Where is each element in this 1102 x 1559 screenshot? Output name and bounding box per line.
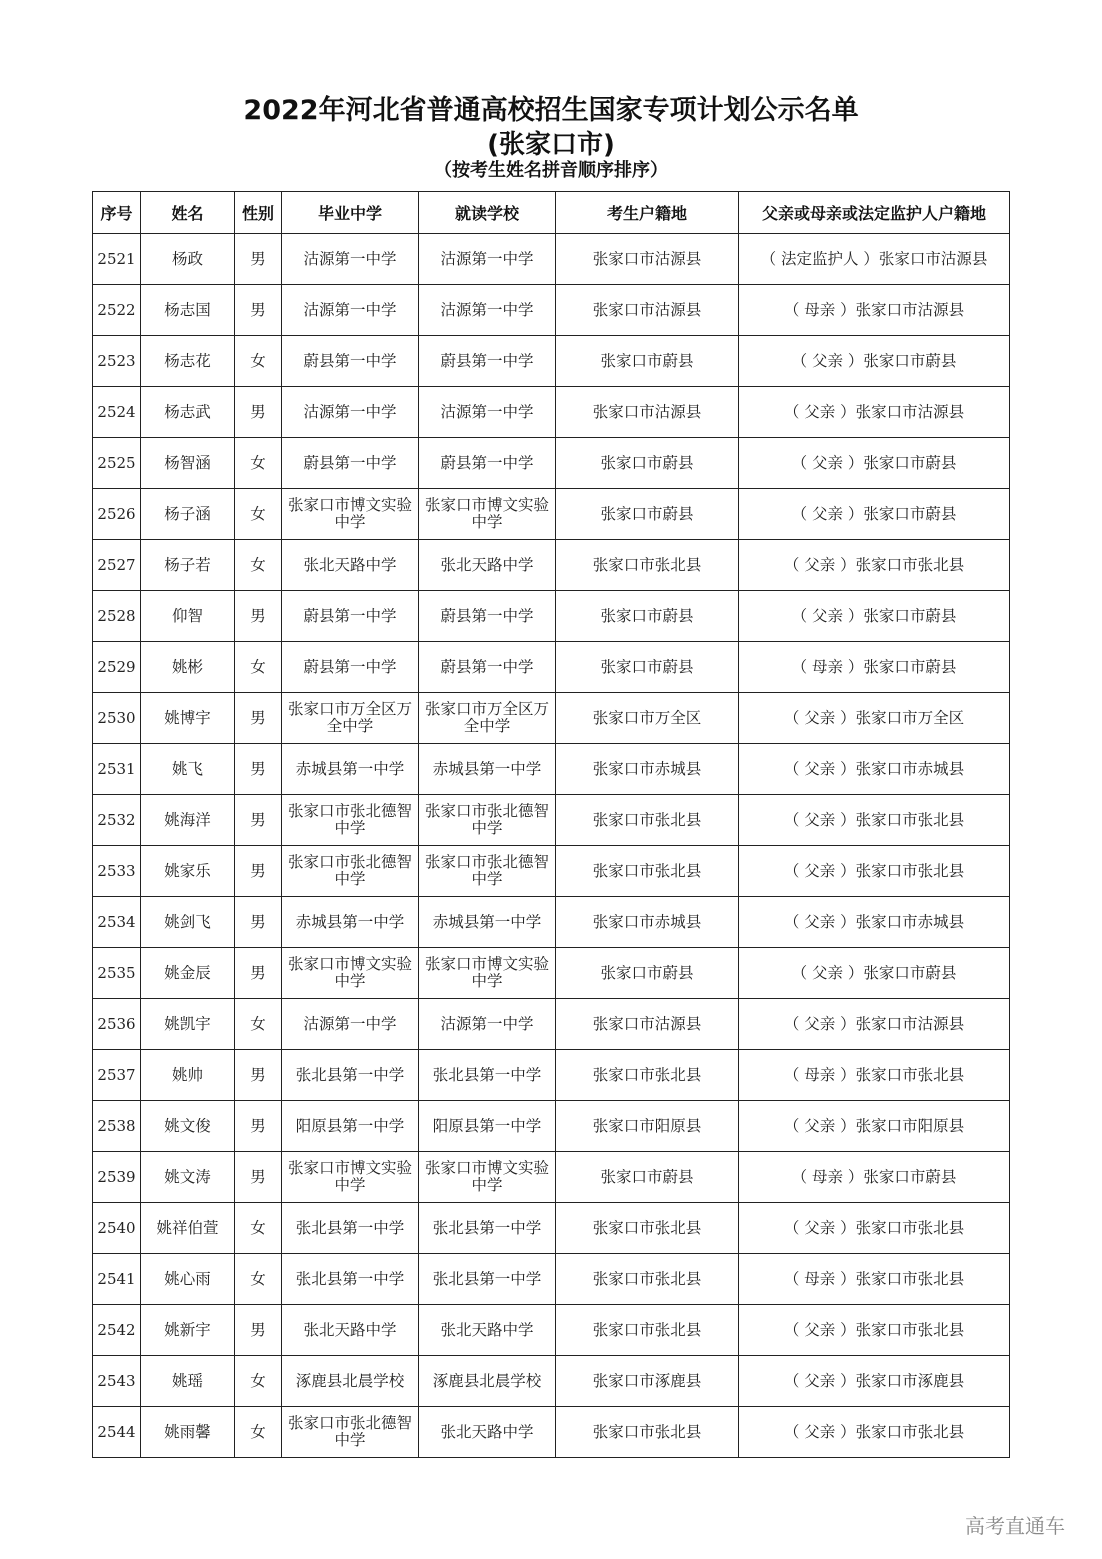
cell-household-registration: 张家口市赤城县: [556, 744, 739, 795]
cell-gender: 男: [235, 948, 282, 999]
cell-household-registration: 张家口市张北县: [556, 1203, 739, 1254]
cell-gender: 男: [235, 1050, 282, 1101]
cell-graduation-school: 张家口市博文实验中学: [282, 948, 419, 999]
cell-graduation-school: 蔚县第一中学: [282, 642, 419, 693]
cell-current-school: 阳原县第一中学: [419, 1101, 556, 1152]
table-row: [93, 999, 1010, 1050]
cell-guardian-registration: （ 父亲 ）张家口市蔚县: [739, 948, 1010, 999]
cell-guardian-registration: （ 父亲 ）张家口市蔚县: [739, 591, 1010, 642]
cell-current-school: 张北天路中学: [419, 540, 556, 591]
document-subtitle: (张家口市): [487, 130, 615, 160]
cell-current-school: 沽源第一中学: [419, 234, 556, 285]
cell-guardian-registration: （ 母亲 ）张家口市张北县: [739, 1254, 1010, 1305]
cell-index: 2536: [93, 999, 141, 1050]
cell-household-registration: 张家口市蔚县: [556, 489, 739, 540]
cell-gender: 男: [235, 285, 282, 336]
cell-name: 姚海洋: [141, 795, 235, 846]
cell-name: 杨志国: [141, 285, 235, 336]
cell-index: 2542: [93, 1305, 141, 1356]
cell-index: 2544: [93, 1407, 141, 1458]
cell-current-school: 沽源第一中学: [419, 999, 556, 1050]
cell-index: 2522: [93, 285, 141, 336]
cell-name: 杨子若: [141, 540, 235, 591]
cell-gender: 女: [235, 1254, 282, 1305]
cell-index: 2534: [93, 897, 141, 948]
table-body: [93, 234, 1010, 1458]
cell-current-school: 蔚县第一中学: [419, 591, 556, 642]
cell-graduation-school: 张家口市张北德智中学: [282, 1407, 419, 1458]
cell-index: 2523: [93, 336, 141, 387]
cell-gender: 男: [235, 234, 282, 285]
cell-gender: 女: [235, 1407, 282, 1458]
cell-name: 姚文涛: [141, 1152, 235, 1203]
cell-name: 姚博宇: [141, 693, 235, 744]
cell-household-registration: 张家口市沽源县: [556, 999, 739, 1050]
cell-guardian-registration: （ 母亲 ）张家口市蔚县: [739, 1152, 1010, 1203]
cell-name: 姚雨馨: [141, 1407, 235, 1458]
cell-index: 2525: [93, 438, 141, 489]
header-guardian-registration: 父亲或母亲或法定监护人户籍地: [739, 192, 1010, 234]
table-row: [93, 1305, 1010, 1356]
cell-guardian-registration: （ 父亲 ）张家口市张北县: [739, 540, 1010, 591]
cell-guardian-registration: （ 母亲 ）张家口市张北县: [739, 1050, 1010, 1101]
table-row: [93, 234, 1010, 285]
cell-index: 2521: [93, 234, 141, 285]
cell-current-school: 张家口市万全区万全中学: [419, 693, 556, 744]
cell-guardian-registration: （ 父亲 ）张家口市张北县: [739, 795, 1010, 846]
cell-graduation-school: 张北天路中学: [282, 540, 419, 591]
cell-guardian-registration: （ 父亲 ）张家口市沽源县: [739, 999, 1010, 1050]
cell-graduation-school: 张北天路中学: [282, 1305, 419, 1356]
header-gender: 性别: [235, 192, 282, 234]
cell-name: 杨子涵: [141, 489, 235, 540]
cell-current-school: 蔚县第一中学: [419, 438, 556, 489]
cell-household-registration: 张家口市涿鹿县: [556, 1356, 739, 1407]
cell-guardian-registration: （ 父亲 ）张家口市张北县: [739, 1407, 1010, 1458]
cell-guardian-registration: （ 母亲 ）张家口市蔚县: [739, 642, 1010, 693]
cell-gender: 男: [235, 591, 282, 642]
cell-guardian-registration: （ 父亲 ）张家口市赤城县: [739, 897, 1010, 948]
cell-gender: 男: [235, 795, 282, 846]
cell-name: 仰智: [141, 591, 235, 642]
cell-current-school: 沽源第一中学: [419, 285, 556, 336]
cell-household-registration: 张家口市沽源县: [556, 285, 739, 336]
cell-name: 杨政: [141, 234, 235, 285]
header-index: 序号: [93, 192, 141, 234]
cell-gender: 女: [235, 336, 282, 387]
cell-household-registration: 张家口市蔚县: [556, 336, 739, 387]
cell-guardian-registration: （ 法定监护人 ）张家口市沽源县: [739, 234, 1010, 285]
cell-gender: 男: [235, 1305, 282, 1356]
watermark: 高考直通车: [965, 1514, 1065, 1538]
cell-graduation-school: 张北县第一中学: [282, 1050, 419, 1101]
table-row: [93, 897, 1010, 948]
table-row: [93, 489, 1010, 540]
cell-index: 2539: [93, 1152, 141, 1203]
cell-gender: 男: [235, 1152, 282, 1203]
cell-graduation-school: 蔚县第一中学: [282, 438, 419, 489]
cell-guardian-registration: （ 母亲 ）张家口市沽源县: [739, 285, 1010, 336]
cell-name: 姚飞: [141, 744, 235, 795]
cell-index: 2540: [93, 1203, 141, 1254]
table-row: [93, 1050, 1010, 1101]
table-row: [93, 693, 1010, 744]
table-row: [93, 1254, 1010, 1305]
cell-index: 2529: [93, 642, 141, 693]
cell-index: 2543: [93, 1356, 141, 1407]
cell-guardian-registration: （ 父亲 ）张家口市张北县: [739, 1305, 1010, 1356]
cell-guardian-registration: （ 父亲 ）张家口市赤城县: [739, 744, 1010, 795]
cell-graduation-school: 蔚县第一中学: [282, 336, 419, 387]
cell-index: 2541: [93, 1254, 141, 1305]
cell-graduation-school: 沽源第一中学: [282, 999, 419, 1050]
cell-graduation-school: 涿鹿县北晨学校: [282, 1356, 419, 1407]
candidate-table: [92, 191, 1010, 1458]
header-name: 姓名: [141, 192, 235, 234]
cell-name: 姚彬: [141, 642, 235, 693]
cell-guardian-registration: （ 父亲 ）张家口市阳原县: [739, 1101, 1010, 1152]
cell-graduation-school: 张家口市博文实验中学: [282, 1152, 419, 1203]
cell-name: 杨智涵: [141, 438, 235, 489]
cell-gender: 女: [235, 642, 282, 693]
cell-graduation-school: 赤城县第一中学: [282, 897, 419, 948]
cell-name: 杨志花: [141, 336, 235, 387]
cell-graduation-school: 沽源第一中学: [282, 387, 419, 438]
table-row: [93, 387, 1010, 438]
cell-current-school: 沽源第一中学: [419, 387, 556, 438]
cell-graduation-school: 蔚县第一中学: [282, 591, 419, 642]
cell-household-registration: 张家口市沽源县: [556, 387, 739, 438]
cell-current-school: 张家口市张北德智中学: [419, 795, 556, 846]
cell-graduation-school: 张家口市万全区万全中学: [282, 693, 419, 744]
cell-graduation-school: 张家口市博文实验中学: [282, 489, 419, 540]
cell-gender: 女: [235, 1203, 282, 1254]
cell-graduation-school: 张北县第一中学: [282, 1254, 419, 1305]
table-row: [93, 1203, 1010, 1254]
cell-index: 2526: [93, 489, 141, 540]
cell-current-school: 张家口市博文实验中学: [419, 489, 556, 540]
cell-current-school: 张北天路中学: [419, 1407, 556, 1458]
cell-gender: 女: [235, 438, 282, 489]
table-header-row: [93, 192, 1010, 234]
cell-current-school: 张家口市张北德智中学: [419, 846, 556, 897]
table-row: [93, 846, 1010, 897]
cell-name: 姚家乐: [141, 846, 235, 897]
cell-gender: 男: [235, 897, 282, 948]
cell-household-registration: 张家口市张北县: [556, 1254, 739, 1305]
cell-name: 姚新宇: [141, 1305, 235, 1356]
cell-guardian-registration: （ 父亲 ）张家口市蔚县: [739, 438, 1010, 489]
table-row: [93, 642, 1010, 693]
cell-current-school: 蔚县第一中学: [419, 336, 556, 387]
cell-current-school: 张家口市博文实验中学: [419, 1152, 556, 1203]
cell-guardian-registration: （ 父亲 ）张家口市蔚县: [739, 336, 1010, 387]
cell-graduation-school: 张家口市张北德智中学: [282, 795, 419, 846]
cell-graduation-school: 张北县第一中学: [282, 1203, 419, 1254]
cell-index: 2530: [93, 693, 141, 744]
cell-index: 2524: [93, 387, 141, 438]
cell-household-registration: 张家口市蔚县: [556, 948, 739, 999]
cell-household-registration: 张家口市阳原县: [556, 1101, 739, 1152]
cell-name: 姚凯宇: [141, 999, 235, 1050]
cell-current-school: 张北天路中学: [419, 1305, 556, 1356]
cell-household-registration: 张家口市张北县: [556, 1305, 739, 1356]
cell-guardian-registration: （ 父亲 ）张家口市张北县: [739, 1203, 1010, 1254]
table-row: [93, 336, 1010, 387]
cell-household-registration: 张家口市蔚县: [556, 438, 739, 489]
cell-index: 2535: [93, 948, 141, 999]
table-row: [93, 1407, 1010, 1458]
cell-graduation-school: 沽源第一中学: [282, 234, 419, 285]
cell-current-school: 张家口市博文实验中学: [419, 948, 556, 999]
cell-household-registration: 张家口市张北县: [556, 1050, 739, 1101]
table-row: [93, 1356, 1010, 1407]
cell-current-school: 蔚县第一中学: [419, 642, 556, 693]
table-row: [93, 1101, 1010, 1152]
cell-current-school: 张北县第一中学: [419, 1254, 556, 1305]
cell-household-registration: 张家口市蔚县: [556, 591, 739, 642]
cell-name: 姚祥伯萱: [141, 1203, 235, 1254]
cell-household-registration: 张家口市张北县: [556, 1407, 739, 1458]
cell-gender: 男: [235, 387, 282, 438]
cell-index: 2531: [93, 744, 141, 795]
cell-graduation-school: 赤城县第一中学: [282, 744, 419, 795]
cell-index: 2533: [93, 846, 141, 897]
cell-household-registration: 张家口市张北县: [556, 540, 739, 591]
header-current-school: 就读学校: [419, 192, 556, 234]
cell-gender: 男: [235, 1101, 282, 1152]
table-row: [93, 285, 1010, 336]
table-row: [93, 438, 1010, 489]
cell-current-school: 涿鹿县北晨学校: [419, 1356, 556, 1407]
cell-index: 2527: [93, 540, 141, 591]
table-row: [93, 948, 1010, 999]
cell-household-registration: 张家口市沽源县: [556, 234, 739, 285]
cell-name: 杨志武: [141, 387, 235, 438]
cell-household-registration: 张家口市张北县: [556, 846, 739, 897]
cell-household-registration: 张家口市蔚县: [556, 1152, 739, 1203]
table-row: [93, 540, 1010, 591]
table-row: [93, 744, 1010, 795]
cell-index: 2537: [93, 1050, 141, 1101]
cell-gender: 女: [235, 540, 282, 591]
cell-current-school: 张北县第一中学: [419, 1050, 556, 1101]
cell-name: 姚瑶: [141, 1356, 235, 1407]
cell-current-school: 张北县第一中学: [419, 1203, 556, 1254]
cell-name: 姚帅: [141, 1050, 235, 1101]
header-household-registration: 考生户籍地: [556, 192, 739, 234]
table-row: [93, 795, 1010, 846]
header-graduation-school: 毕业中学: [282, 192, 419, 234]
cell-guardian-registration: （ 父亲 ）张家口市沽源县: [739, 387, 1010, 438]
cell-guardian-registration: （ 父亲 ）张家口市万全区: [739, 693, 1010, 744]
table-row: [93, 591, 1010, 642]
cell-index: 2532: [93, 795, 141, 846]
cell-gender: 女: [235, 1356, 282, 1407]
cell-gender: 女: [235, 489, 282, 540]
cell-name: 姚心雨: [141, 1254, 235, 1305]
document-title: 2022年河北省普通高校招生国家专项计划公示名单: [243, 95, 859, 126]
cell-household-registration: 张家口市万全区: [556, 693, 739, 744]
cell-gender: 男: [235, 846, 282, 897]
cell-gender: 男: [235, 693, 282, 744]
cell-guardian-registration: （ 父亲 ）张家口市张北县: [739, 846, 1010, 897]
cell-index: 2528: [93, 591, 141, 642]
cell-current-school: 赤城县第一中学: [419, 897, 556, 948]
sort-note: （按考生姓名拼音顺序排序）: [434, 160, 668, 181]
cell-name: 姚文俊: [141, 1101, 235, 1152]
cell-guardian-registration: （ 父亲 ）张家口市蔚县: [739, 489, 1010, 540]
cell-graduation-school: 沽源第一中学: [282, 285, 419, 336]
cell-current-school: 赤城县第一中学: [419, 744, 556, 795]
cell-name: 姚金辰: [141, 948, 235, 999]
cell-gender: 女: [235, 999, 282, 1050]
cell-graduation-school: 张家口市张北德智中学: [282, 846, 419, 897]
cell-guardian-registration: （ 父亲 ）张家口市涿鹿县: [739, 1356, 1010, 1407]
cell-index: 2538: [93, 1101, 141, 1152]
cell-gender: 男: [235, 744, 282, 795]
cell-graduation-school: 阳原县第一中学: [282, 1101, 419, 1152]
cell-household-registration: 张家口市蔚县: [556, 642, 739, 693]
cell-household-registration: 张家口市赤城县: [556, 897, 739, 948]
cell-household-registration: 张家口市张北县: [556, 795, 739, 846]
cell-name: 姚剑飞: [141, 897, 235, 948]
table-row: [93, 1152, 1010, 1203]
